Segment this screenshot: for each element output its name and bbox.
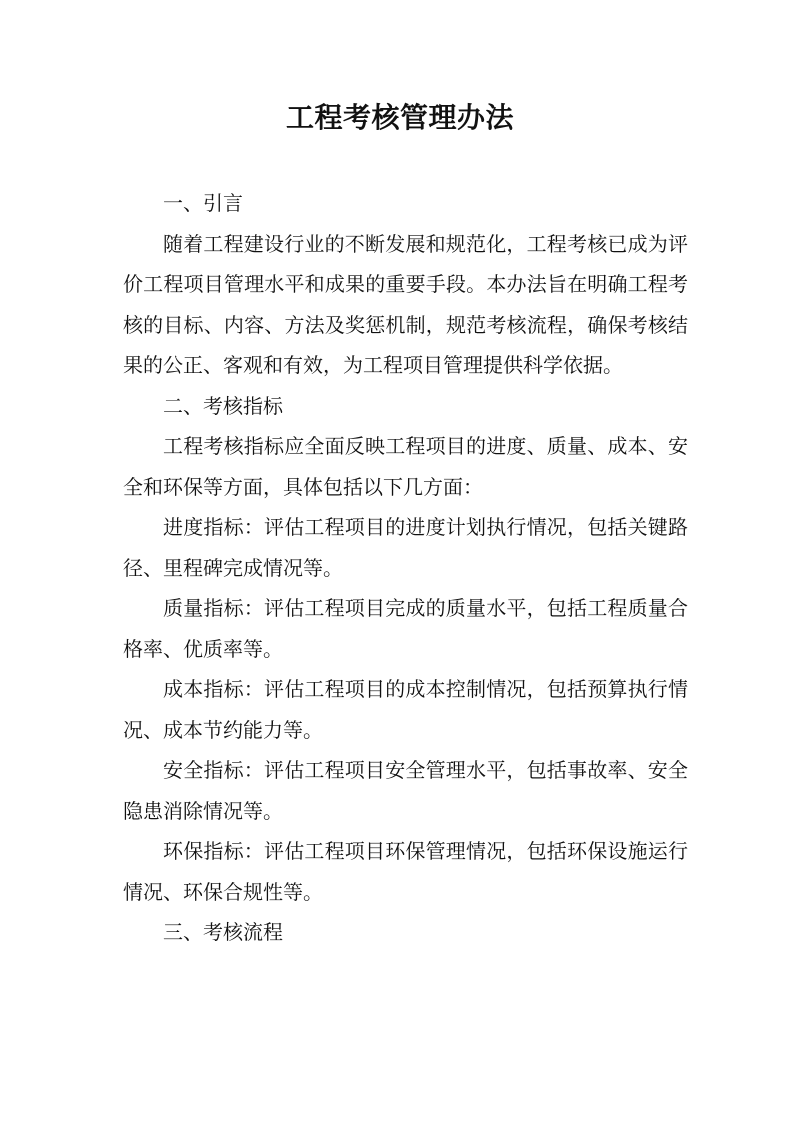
indicator-item-quality: 质量指标：评估工程项目完成的质量水平，包括工程质量合格率、优质率等。 <box>123 596 688 661</box>
section-heading-intro: 一、引言 <box>163 191 243 215</box>
indicator-item-safety: 安全指标：评估工程项目安全管理水平，包括事故率、安全隐患消除情况等。 <box>123 758 688 823</box>
document-body <box>123 183 688 953</box>
indicator-item-cost: 成本指标：评估工程项目的成本控制情况，包括预算执行情况、成本节约能力等。 <box>123 677 688 742</box>
indicator-item-schedule: 进度指标：评估工程项目的进度计划执行情况，包括关键路径、里程碑完成情况等。 <box>123 515 688 580</box>
indicator-item-environment: 环保指标：评估工程项目环保管理情况，包括环保设施运行情况、环保合规性等。 <box>123 839 688 904</box>
section-heading-indicators: 二、考核指标 <box>163 393 283 418</box>
indicators-intro-paragraph: 工程考核指标应全面反映工程项目的进度、质量、成本、安全和环保等方面，具体包括以下几方面： <box>123 434 688 499</box>
section-heading-process: 三、考核流程 <box>163 920 283 944</box>
document-title: 工程考核管理办法 <box>285 101 514 134</box>
intro-paragraph: 随着工程建设行业的不断发展和规范化，工程考核已成为评价工程项目管理水平和成果的重要手段。本办法旨在明确工程考核的目标、内容、方法及奖惩机制，规范考核流程，确保考核结果的公正、客观和有效，为工程项目管理提供科学依据。 <box>123 231 688 377</box>
